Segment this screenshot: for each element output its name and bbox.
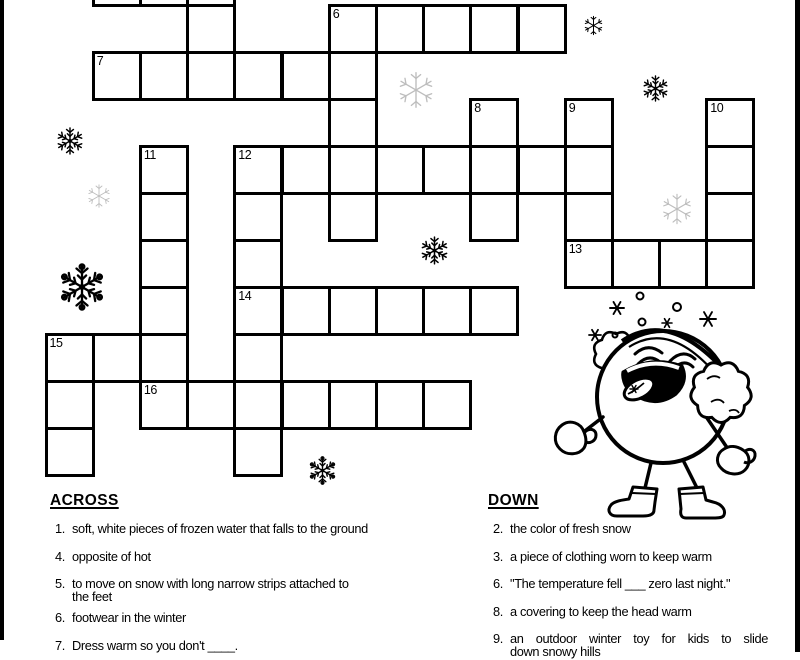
across-clue-list (45, 523, 465, 652)
clue-item (483, 578, 775, 591)
cell-number: 14 (238, 288, 252, 303)
cell-number: 16 (143, 382, 157, 397)
snowflake-icon (58, 263, 106, 311)
clue-number: 9. (493, 631, 503, 646)
clue-item (45, 523, 465, 536)
grid-cell (139, 0, 189, 7)
page-scan-edge-right (795, 0, 800, 652)
grid-cell (564, 145, 614, 195)
grid-cell (281, 145, 331, 195)
cell-number: 7 (96, 53, 104, 68)
cell-number: 12 (238, 147, 252, 162)
clue-item (45, 548, 465, 564)
clue-text: Dress warm so you don't ____. (72, 637, 238, 653)
grid-cell (564, 192, 614, 242)
clue-text: the color of fresh snow (510, 521, 631, 536)
grid-cell (139, 51, 189, 101)
grid-cell (469, 4, 519, 54)
grid-cell (375, 4, 425, 54)
grid-cell (186, 4, 236, 54)
grid-cell (233, 239, 283, 289)
grid-cell (281, 380, 331, 430)
clue-text: a piece of clothing worn to keep warm (510, 548, 712, 564)
cell-number: 9 (568, 100, 576, 115)
grid-cell (658, 239, 708, 289)
grid-cell (186, 51, 236, 101)
cell-number: 15 (49, 335, 63, 350)
down-heading: DOWN (488, 492, 539, 509)
grid-cell (705, 239, 755, 289)
snowflake-icon (396, 70, 436, 110)
clue-text: soft, white pieces of frozen water that falls to the ground (72, 521, 368, 536)
clue-number: 3. (493, 548, 503, 564)
down-clue-list (483, 523, 775, 658)
grid-cell (422, 286, 472, 336)
snowflake-icon (308, 456, 337, 485)
clue-item (45, 637, 465, 653)
clue-number: 6. (55, 610, 65, 625)
grid-cell (233, 380, 283, 430)
grid-cell (233, 192, 283, 242)
clue-item (483, 548, 775, 564)
clue-item (483, 603, 775, 619)
grid-cell (45, 427, 95, 477)
grid-cell (422, 145, 472, 195)
grid-cell (422, 4, 472, 54)
clue-item (45, 578, 465, 603)
clue-number: 5. (55, 576, 65, 591)
grid-cell (139, 239, 189, 289)
grid-cell (281, 286, 331, 336)
grid-cell (281, 51, 331, 101)
snowflake-icon (419, 235, 450, 266)
clue-number: 6. (493, 576, 503, 591)
grid-cell (517, 145, 567, 195)
clue-text: to move on snow with long narrow strips attached to the feet (72, 576, 349, 604)
clue-text: "The temperature fell ___ zero last night." (510, 576, 731, 591)
cell-number: 10 (710, 100, 724, 115)
across-clues-section (45, 492, 465, 660)
cell-number: 8 (474, 100, 481, 115)
clue-number: 4. (55, 548, 65, 564)
down-clues-section (483, 492, 775, 660)
grid-cell (422, 380, 472, 430)
clue-number: 1. (55, 521, 65, 536)
page-scan-edge-left (0, 0, 4, 640)
cell-number: 13 (568, 241, 582, 256)
grid-cell (92, 333, 142, 383)
clue-item (45, 612, 465, 625)
grid-cell (139, 333, 189, 383)
grid-cell (375, 145, 425, 195)
grid-cell (139, 286, 189, 336)
grid-cell (233, 427, 283, 477)
clue-item (483, 633, 775, 658)
grid-cell (186, 380, 236, 430)
grid-cell (469, 145, 519, 195)
grid-cell (328, 286, 378, 336)
grid-cell (328, 98, 378, 148)
grid-cell (469, 286, 519, 336)
across-heading: ACROSS (50, 492, 119, 509)
clue-text: footwear in the winter (72, 610, 186, 625)
snowman-illustration (533, 286, 768, 526)
snowflake-icon (583, 15, 604, 36)
snowflake-icon (55, 126, 85, 156)
clue-text: a covering to keep the head warm (510, 603, 692, 619)
grid-cell (705, 145, 755, 195)
clue-number: 2. (493, 521, 503, 536)
snowflake-icon (86, 183, 112, 209)
snowflake-icon (641, 74, 670, 103)
grid-cell (45, 380, 95, 430)
grid-cell (375, 380, 425, 430)
grid-cell (328, 51, 378, 101)
cell-number: 6 (332, 6, 340, 21)
grid-cell (517, 4, 567, 54)
cell-number: 11 (143, 147, 156, 162)
grid-cell (328, 380, 378, 430)
clue-number: 8. (493, 603, 503, 619)
clue-text: opposite of hot (72, 548, 151, 564)
grid-cell (139, 192, 189, 242)
grid-cell (233, 51, 283, 101)
grid-cell (92, 0, 142, 7)
grid-cell (328, 145, 378, 195)
clue-number: 7. (55, 637, 65, 653)
grid-cell (328, 192, 378, 242)
snowflake-icon (660, 192, 694, 226)
grid-cell (469, 192, 519, 242)
grid-cell (611, 239, 661, 289)
clue-item (483, 523, 775, 536)
grid-cell (233, 333, 283, 383)
clue-text: an outdoor winter toy for kids to slide down snowy hills (510, 631, 768, 659)
grid-cell (705, 192, 755, 242)
grid-cell (375, 286, 425, 336)
